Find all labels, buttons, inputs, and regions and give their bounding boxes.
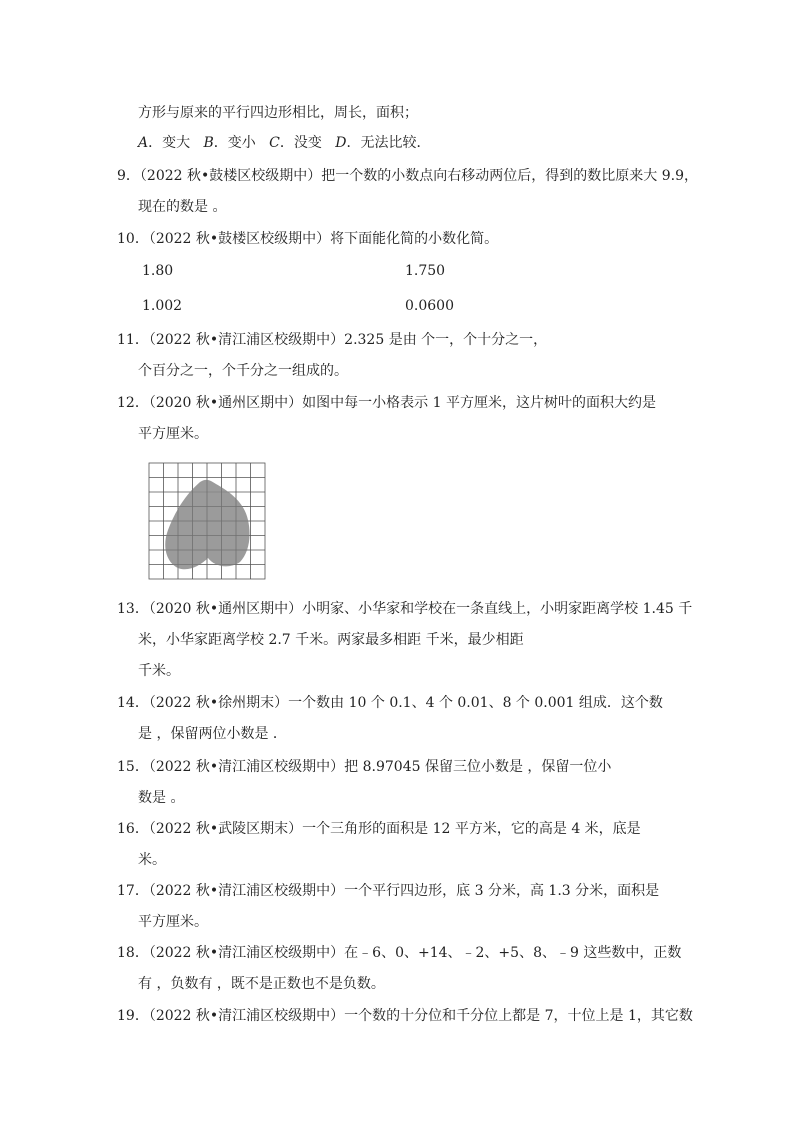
- q9-line-1: 9．（2022 秋•鼓楼区校级期中）把一个数的小数点向右移动两位后，得到的数比原来大 9.9，: [117, 168, 698, 184]
- q10-line-1: 10．（2022 秋•鼓楼区校级期中）将下面能化简的小数化简。: [117, 231, 499, 247]
- q14-line-2: 是 ，保留两位小数是 ．: [138, 726, 287, 742]
- q15-line-2: 数是 。: [138, 790, 185, 806]
- q19-line-1: 19．（2022 秋•清江浦区校级期中）一个数的十分位和千分位上都是 7，十位上是 1，其它数: [117, 1008, 693, 1024]
- leaf-grid-figure: [148, 462, 266, 580]
- q18-line-1: 18．（2022 秋•清江浦区校级期中）在﹣6、0、+14、﹣2、+5、8、﹣9 这些数中，正数: [117, 945, 682, 961]
- q17-line-2: 平方厘米。: [138, 914, 208, 930]
- q10-item: 0.0600: [405, 298, 454, 314]
- q15-line-1: 15．（2022 秋•清江浦区校级期中）把 8.97045 保留三位小数是 ，保留一位小: [117, 759, 612, 775]
- q11-line-2: 个百分之一，个千分之一组成的。: [138, 363, 348, 379]
- q14-line-1: 14．（2022 秋•徐州期末）一个数由 10 个 0.1、4 个 0.01、8 个 0.001 组成．这个数: [117, 695, 663, 711]
- q10-item: 1.750: [405, 263, 446, 279]
- q17-line-1: 17．（2022 秋•清江浦区校级期中）一个平行四边形，底 3 分米，高 1.3 分米，面积是: [117, 883, 660, 899]
- q11-line-1: 11．（2022 秋•清江浦区校级期中）2.325 是由 个一，个十分之一，: [117, 332, 548, 348]
- q16-line-1: 16．（2022 秋•武陵区期末）一个三角形的面积是 12 平方米，它的高是 4 米，底是: [117, 821, 641, 837]
- q10-item: 1.80: [142, 263, 174, 279]
- q13-line-1: 13．（2020 秋•通州区期中）小明家、小华家和学校在一条直线上，小明家距离学校 1.45 千: [117, 601, 693, 617]
- cont-options: A．变大 B．变小 C．没变 D．无法比较．: [138, 135, 431, 151]
- q9-line-2: 现在的数是 。: [138, 199, 227, 215]
- q12-line-2: 平方厘米。: [138, 426, 208, 442]
- cont-line-1: 方形与原来的平行四边形相比，周长，面积；: [138, 105, 418, 121]
- q10-item: 1.002: [142, 298, 183, 314]
- q16-line-2: 米。: [138, 852, 166, 868]
- q12-line-1: 12．（2020 秋•通州区期中）如图中每一小格表示 1 平方厘米，这片树叶的面积大约是: [117, 395, 656, 411]
- q13-line-3: 千米。: [138, 663, 180, 679]
- q13-line-2: 米，小华家距离学校 2.7 千米。两家最多相距 千米，最少相距: [138, 632, 524, 648]
- q18-line-2: 有 ，负数有 ，既不是正数也不是负数。: [138, 976, 385, 992]
